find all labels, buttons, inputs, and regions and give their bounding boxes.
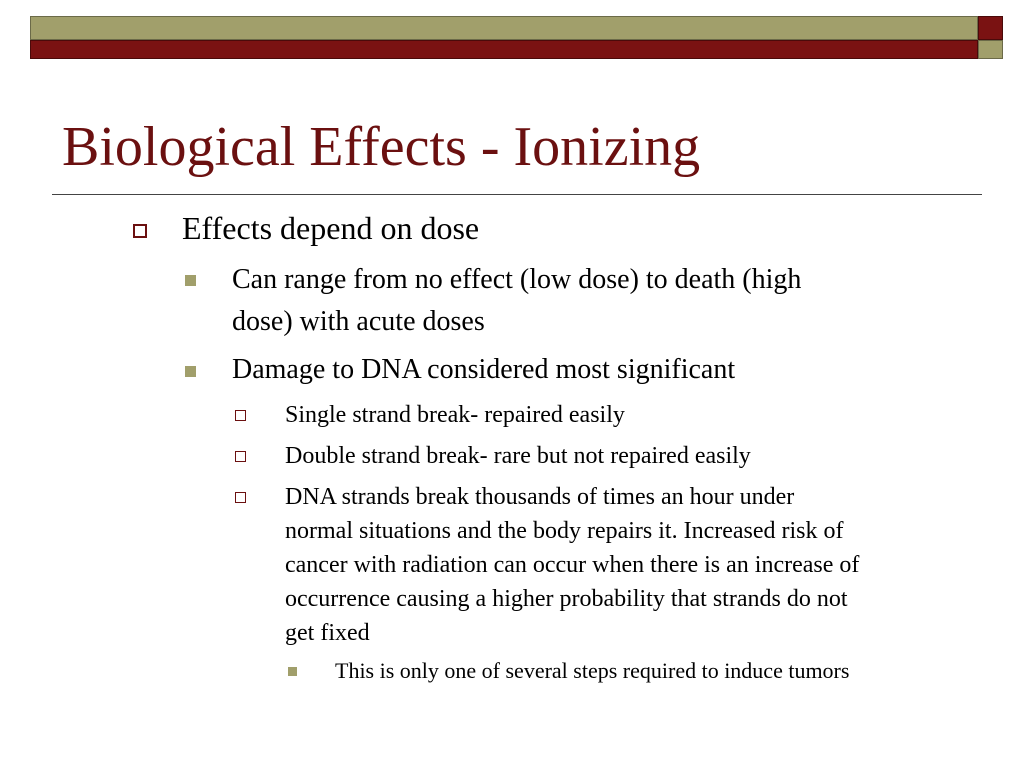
bullet-text-line: cancer with radiation can occur when there is an increase of — [285, 552, 860, 578]
slide-title: Biological Effects - Ionizing — [62, 116, 701, 178]
bullet-text: Single strand break- repaired easily — [285, 402, 625, 428]
hollow-square-bullet-icon — [235, 410, 246, 421]
square-bullet-icon — [185, 275, 196, 286]
header-bar-maroon — [30, 40, 978, 59]
bullet-text: Effects depend on dose — [182, 210, 480, 246]
bullet-text-line: Can range from no effect (low dose) to death (high — [232, 264, 802, 295]
hollow-square-bullet-icon — [235, 492, 246, 503]
bullet-text-line: DNA strands break thousands of times an hour under — [285, 484, 795, 510]
hollow-square-bullet-icon — [235, 451, 246, 462]
header-bar-olive — [30, 16, 978, 40]
bullet-text: Damage to DNA considered most significant — [232, 354, 736, 385]
bullet-text: This is only one of several steps required to induce tumors — [335, 658, 850, 683]
bullet-text-line: dose) with acute doses — [232, 306, 485, 337]
bullet-text: Double strand break- rare but not repaired easily — [285, 443, 751, 469]
corner-square-olive — [978, 40, 1003, 59]
square-bullet-icon — [288, 667, 297, 676]
bullet-text-line: get fixed — [285, 620, 370, 646]
bullet-text-line: occurrence causing a higher probability that strands do not — [285, 586, 848, 612]
square-bullet-icon — [185, 366, 196, 377]
corner-square-maroon — [978, 16, 1003, 40]
bullet-text-line: normal situations and the body repairs it. Increased risk of — [285, 518, 844, 544]
title-divider — [52, 194, 982, 195]
hollow-square-bullet-icon — [133, 224, 147, 238]
